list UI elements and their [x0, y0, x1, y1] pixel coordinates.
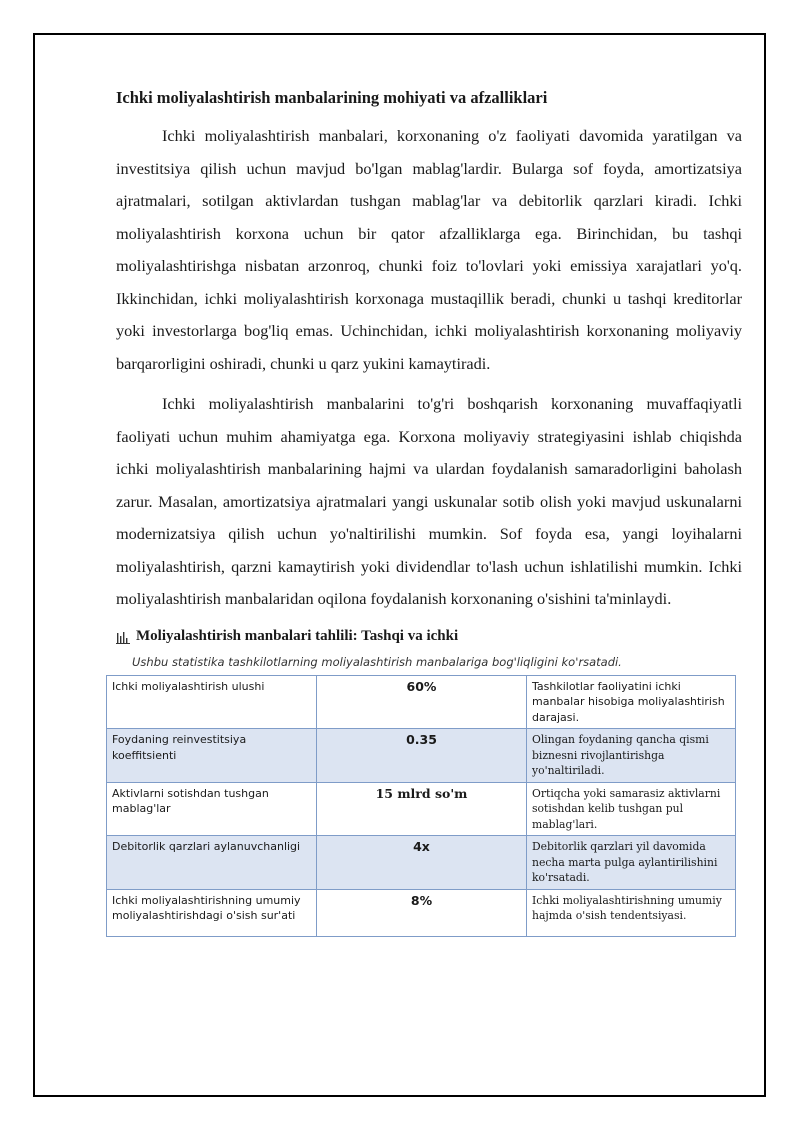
- table-row: [107, 782, 736, 836]
- row-description: Ortiqcha yoki samarasiz aktivlarni sotishdan kelib tushgan pul mablag'lari.: [527, 782, 736, 836]
- row-value: 15 mlrd so'm: [317, 782, 527, 836]
- row-description: Tashkilotlar faoliyatini ichki manbalar hisobiga moliyalashtirish darajasi.: [527, 675, 736, 729]
- paragraph-1: Ichki moliyalashtirish manbalari, korxonaning o'z faoliyati davomida yaratilgan va investitsiya qilish uchun mavjud bo'lgan mablag'lardir. Bularga sof foyda, amortizatsiya ajratmalari, sotilgan aktivlardan tushgan mablag'lar va debitorlik qarzlari kiradi. Ichki moliyalashtirish korxona uchun bir qator afzalliklarga ega. Birinchidan, bu tashqi moliyalashtirishga nisbatan arzonroq, chunki foiz to'lovlari yoki emissiya xarajatlari yo'q. Ikkinchidan, ichki moliyalashtirish korxonaga mustaqillik beradi, chunki u tashqi kreditorlar yoki investorlarga bog'liq emas. Uchinchidan, ichki moliyalashtirish korxonaning moliyaviy barqarorligini oshiradi, chunki u qarz yukini kamaytiradi.: [116, 126, 742, 373]
- statistics-table: [106, 675, 736, 937]
- row-description: Olingan foydaning qancha qismi biznesni rivojlantirishga yo'naltiriladi.: [527, 729, 736, 783]
- bar-chart-icon: [116, 629, 130, 643]
- document-body: [112, 86, 742, 937]
- row-value: 0.35: [317, 729, 527, 783]
- table-row: [107, 675, 736, 729]
- table-row: [107, 889, 736, 936]
- row-value: 8%: [317, 889, 527, 936]
- paragraph-2: Ichki moliyalashtirish manbalarini to'g'ri boshqarish korxonaning muvaffaqiyatli faoliyati uchun muhim ahamiyatga ega. Korxona moliyaviy strategiyasini ishlab chiqishda ichki moliyalashtirish manbalarining hajmi va ulardan foydalanish samaradorligini baholash zarur. Masalan, amortizatsiya ajratmalari yangi uskunalar sotib olish yoki mavjud uskunalarni modernizatsiya qilish uchun yo'naltirilishi mumkin. Sof foyda esa, yangi loyihalarni moliyalashtirish, qarzni kamaytirish yoki dividendlar to'lash uchun ishlatilishi mumkin. Ichki moliyalashtirish manbalaridan oqilona foydalanish korxonaning o'sishini ta'minlaydi.: [116, 394, 742, 608]
- row-label: Ichki moliyalashtirish ulushi: [107, 675, 317, 729]
- row-label: Ichki moliyalashtirishning umumiy moliyalashtirishdagi o'sish sur'ati: [107, 889, 317, 936]
- table-subtitle: Ushbu statistika tashkilotlarning moliyalashtirish manbalariga bog'liqligini ko'rsatadi.: [132, 654, 622, 669]
- section-heading: Ichki moliyalashtirish manbalarining mohiyati va afzalliklari: [116, 88, 548, 107]
- row-label: Aktivlarni sotishdan tushgan mablag'lar: [107, 782, 317, 836]
- table-row: [107, 836, 736, 890]
- table-section-title-text: Moliyalashtirish manbalari tahlili: Tashqi va ichki: [136, 627, 459, 644]
- row-label: Debitorlik qarzlari aylanuvchanligi: [107, 836, 317, 890]
- row-description: Debitorlik qarzlari yil davomida necha marta pulga aylantirilishini ko'rsatadi.: [527, 836, 736, 890]
- row-value: 60%: [317, 675, 527, 729]
- row-description: Ichki moliyalashtirishning umumiy hajmda o'sish tendentsiyasi.: [527, 889, 736, 936]
- row-label: Foydaning reinvestitsiya koeffitsienti: [107, 729, 317, 783]
- table-section-title: [116, 625, 742, 647]
- row-value: 4x: [317, 836, 527, 890]
- table-row: [107, 729, 736, 783]
